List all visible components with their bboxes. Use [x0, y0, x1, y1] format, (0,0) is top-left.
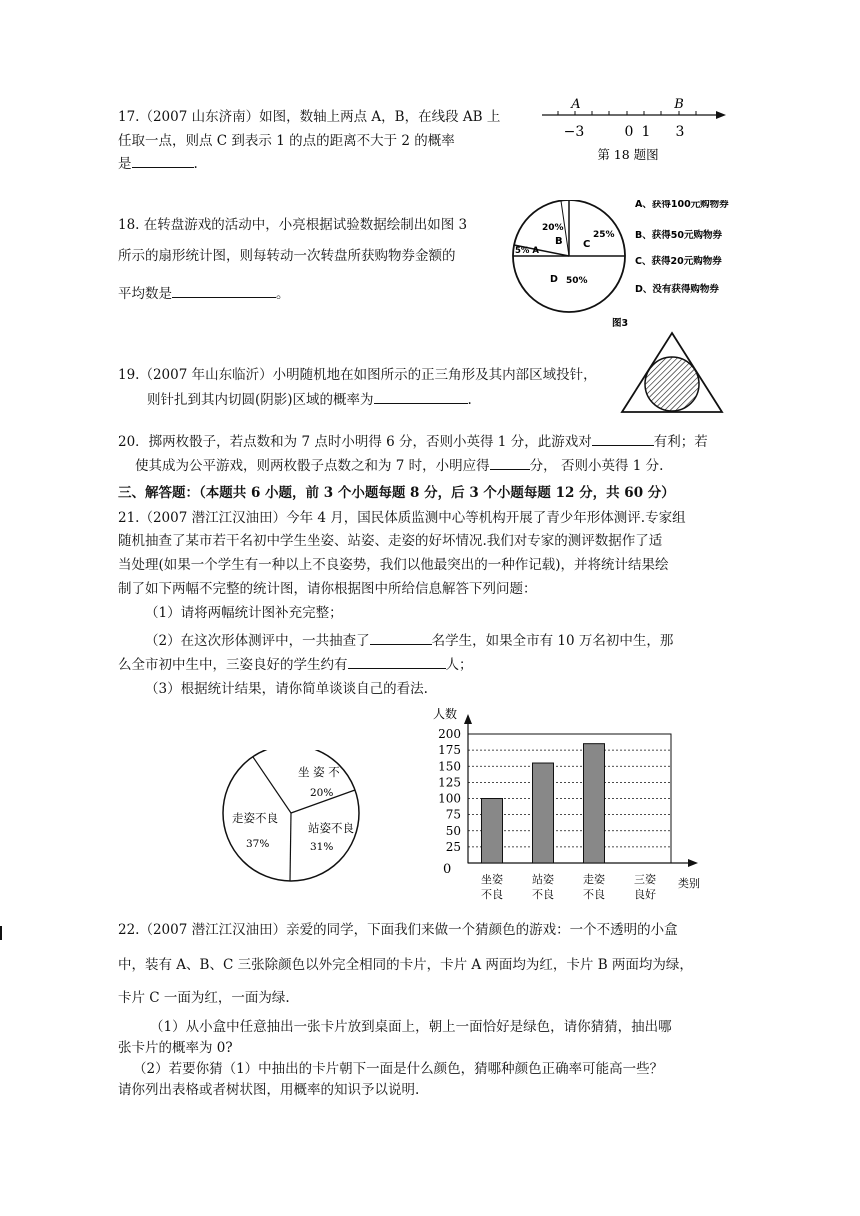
sector-d-label: D	[550, 274, 558, 285]
category-label-2-1: 不良	[583, 888, 605, 901]
sector-b-label: B	[555, 236, 563, 247]
legend-b: B、获得50元购物券	[635, 230, 722, 241]
q22-sub1b: 张卡片的概率为 0?	[118, 1040, 233, 1056]
q21-line2: 随机抽查了某市若干名初中学生坐姿、站姿、走姿的好坏情况.我们对专家的测评数据作了适	[118, 533, 663, 549]
q21-line1: 21.（2007 潜江江汉油田）今年 4 月，国民体质监测中心等机构开展了青少年形体测评.专家组	[118, 510, 686, 526]
tick-label-0: 0	[624, 124, 634, 140]
q19-line2-text: 则针扎到其内切圆(阴影)区域的概率为	[147, 392, 374, 408]
x-axis-label: 类别	[678, 877, 700, 890]
q19-line1: 19.（2007 年山东临沂）小明随机地在如图所示的正三角形及其内部区域投针，	[118, 367, 597, 383]
q18-line1: 18. 在转盘游戏的活动中，小亮根据试验数据绘制出如图 3	[118, 217, 468, 233]
q17-line2: 任取一点，则点 C 到表示 1 的点的距离不大于 2 的概率	[118, 133, 455, 149]
y-tick-label-25: 25	[445, 839, 461, 854]
walk-sector-label: 走姿不良	[232, 811, 278, 825]
q17-line3-text: 是	[118, 156, 132, 172]
legend-d: D、没有获得购物券	[635, 284, 719, 295]
answer-blank	[374, 389, 468, 404]
q21-sub3: （3）根据统计结果，请你简单谈谈自己的看法.	[145, 681, 428, 697]
q20-line1-text: 20．掷两枚骰子，若点数和为 7 点时小明得 6 分，否则小英得 1 分，此游戏对	[118, 434, 592, 450]
category-label-1-0: 站姿	[532, 873, 554, 886]
sector-d-pct: 50%	[566, 276, 588, 286]
q22-line1: 22.（2007 潜江江汉油田）亲爱的同学，下面我们来做一个猜颜色的游戏：一个不透明的小盒	[118, 922, 678, 938]
legend-a: A、获得100元购物券	[635, 200, 729, 210]
posture-pie-chart	[218, 750, 368, 900]
q21-sub2b-text: 么全市初中生中，三姿良好的学生约有	[118, 657, 348, 673]
answer-blank	[348, 654, 446, 669]
q22-sub2b: 请你列出表格或者树状图，用概率的知识予以说明.	[118, 1082, 420, 1098]
y-tick-label-175: 175	[438, 743, 461, 758]
q21-sub2	[145, 630, 673, 651]
y-tick-label-125: 125	[438, 775, 461, 790]
spinner-pie-figure	[505, 200, 775, 335]
number-line-figure	[540, 94, 730, 166]
y-tick-label-100: 100	[438, 791, 461, 806]
q19-line2	[147, 389, 472, 410]
posture-bar-chart	[425, 700, 715, 910]
answer-blank	[592, 431, 654, 446]
category-label-0-1: 不良	[481, 888, 503, 901]
q17-line1: 17.（2007 山东济南）如图，数轴上两点 A，B，在线段 AB 上	[118, 109, 501, 125]
incircle-shaded	[645, 357, 699, 411]
q20-line1	[118, 431, 708, 452]
q22-line2: 中，装有 A、B、C 三张除颜色以外完全相同的卡片，卡片 A 两面均为红，卡片 B 两面均为绿，	[118, 957, 693, 973]
section-heading: 三、解答题：（本题共 6 小题，前 3 个小题每题 8 分，后 3 个小题每题 12 分，共 60 分）	[118, 485, 675, 501]
margin-mark	[0, 926, 2, 940]
answer-blank	[370, 630, 432, 645]
q17-line3-end: .	[193, 156, 198, 172]
tick-label-neg3: −3	[563, 124, 585, 140]
stand-sector-label: 站姿不良	[308, 821, 354, 835]
answer-blank	[172, 283, 276, 298]
sector-c-pct: 25%	[593, 230, 615, 240]
q20-line2-end: 分， 否则小英得 1 分.	[529, 458, 664, 474]
sector-a-label: 5% A	[515, 246, 539, 256]
q21-line3: 当处理(如果一个学生有一种以上不良姿势，我们以他最突出的一种作记载)，并将统计结果绘	[118, 557, 669, 573]
q22-sub1a: （1）从小盒中任意抽出一张卡片放到桌面上，朝上一面恰好是绿色，请你猜猜，抽出哪	[150, 1019, 672, 1035]
q19-line2-end: .	[467, 392, 472, 408]
triangle-incircle-figure	[620, 330, 730, 416]
sector-b-pct: 20%	[542, 223, 564, 233]
tick-label-1: 1	[641, 124, 651, 140]
answer-blank	[490, 455, 530, 470]
sector-c-label: C	[583, 239, 591, 250]
y-axis-label: 人数	[433, 707, 458, 721]
pie-caption: 图3	[612, 318, 629, 329]
q20-line1-end: 有利；若	[653, 434, 708, 450]
q18-line3	[118, 283, 290, 304]
q22-line3: 卡片 C 一面为红，一面为绿.	[118, 990, 290, 1006]
bar-1	[533, 763, 554, 863]
q17-line3	[118, 153, 198, 174]
answer-blank	[132, 153, 194, 168]
q20-line2-text: 使其成为公平游戏，则两枚骰子点数之和为 7 时，小明应得	[135, 458, 490, 474]
y-tick-label-0: 0	[443, 862, 452, 877]
walk-sector-pct: 37%	[246, 838, 270, 850]
bar-2	[584, 744, 605, 863]
figure-caption: 第 18 题图	[597, 147, 659, 162]
q18-line3-end: 。	[276, 286, 290, 302]
q21-sub1: （1）请将两幅统计图补充完整；	[145, 605, 343, 621]
sit-sector-label: 坐 姿 不	[298, 765, 340, 779]
y-tick-label-200: 200	[438, 727, 461, 741]
q21-sub2-text: （2）在这次形体测评中，一共抽查了	[145, 633, 370, 649]
bar-0	[482, 799, 503, 864]
category-label-3-1: 良好	[634, 888, 656, 901]
y-tick-label-50: 50	[445, 823, 461, 838]
q18-line2: 所示的扇形统计图，则每转动一次转盘所获购物券金额的	[118, 248, 456, 264]
q18-line3-text: 平均数是	[118, 286, 172, 302]
category-label-3-0: 三姿	[634, 873, 656, 886]
sit-sector-pct: 20%	[310, 787, 334, 799]
y-tick-label-150: 150	[438, 759, 461, 774]
category-label-1-1: 不良	[532, 888, 554, 901]
point-a-label: A	[571, 97, 581, 112]
q20-line2	[135, 455, 663, 476]
tick-label-3: 3	[675, 124, 685, 140]
legend-c: C、获得20元购物券	[635, 256, 722, 267]
q21-sub2b	[118, 654, 473, 675]
y-tick-label-75: 75	[445, 807, 461, 822]
q21-sub2-mid: 名学生，如果全市有 10 万名初中生，那	[431, 633, 674, 649]
q21-line4: 制了如下两幅不完整的统计图，请你根据图中所给信息解答下列问题：	[118, 581, 537, 597]
stand-sector-pct: 31%	[310, 841, 334, 853]
category-label-0-0: 坐姿	[481, 873, 503, 886]
point-b-label: B	[674, 97, 684, 112]
q21-sub2b-end: 人；	[445, 657, 473, 673]
q22-sub2a: （2）若要你猜（1）中抽出的卡片朝下一面是什么颜色，猜哪种颜色正确率可能高一些？	[133, 1061, 664, 1077]
category-label-2-0: 走姿	[583, 873, 605, 886]
